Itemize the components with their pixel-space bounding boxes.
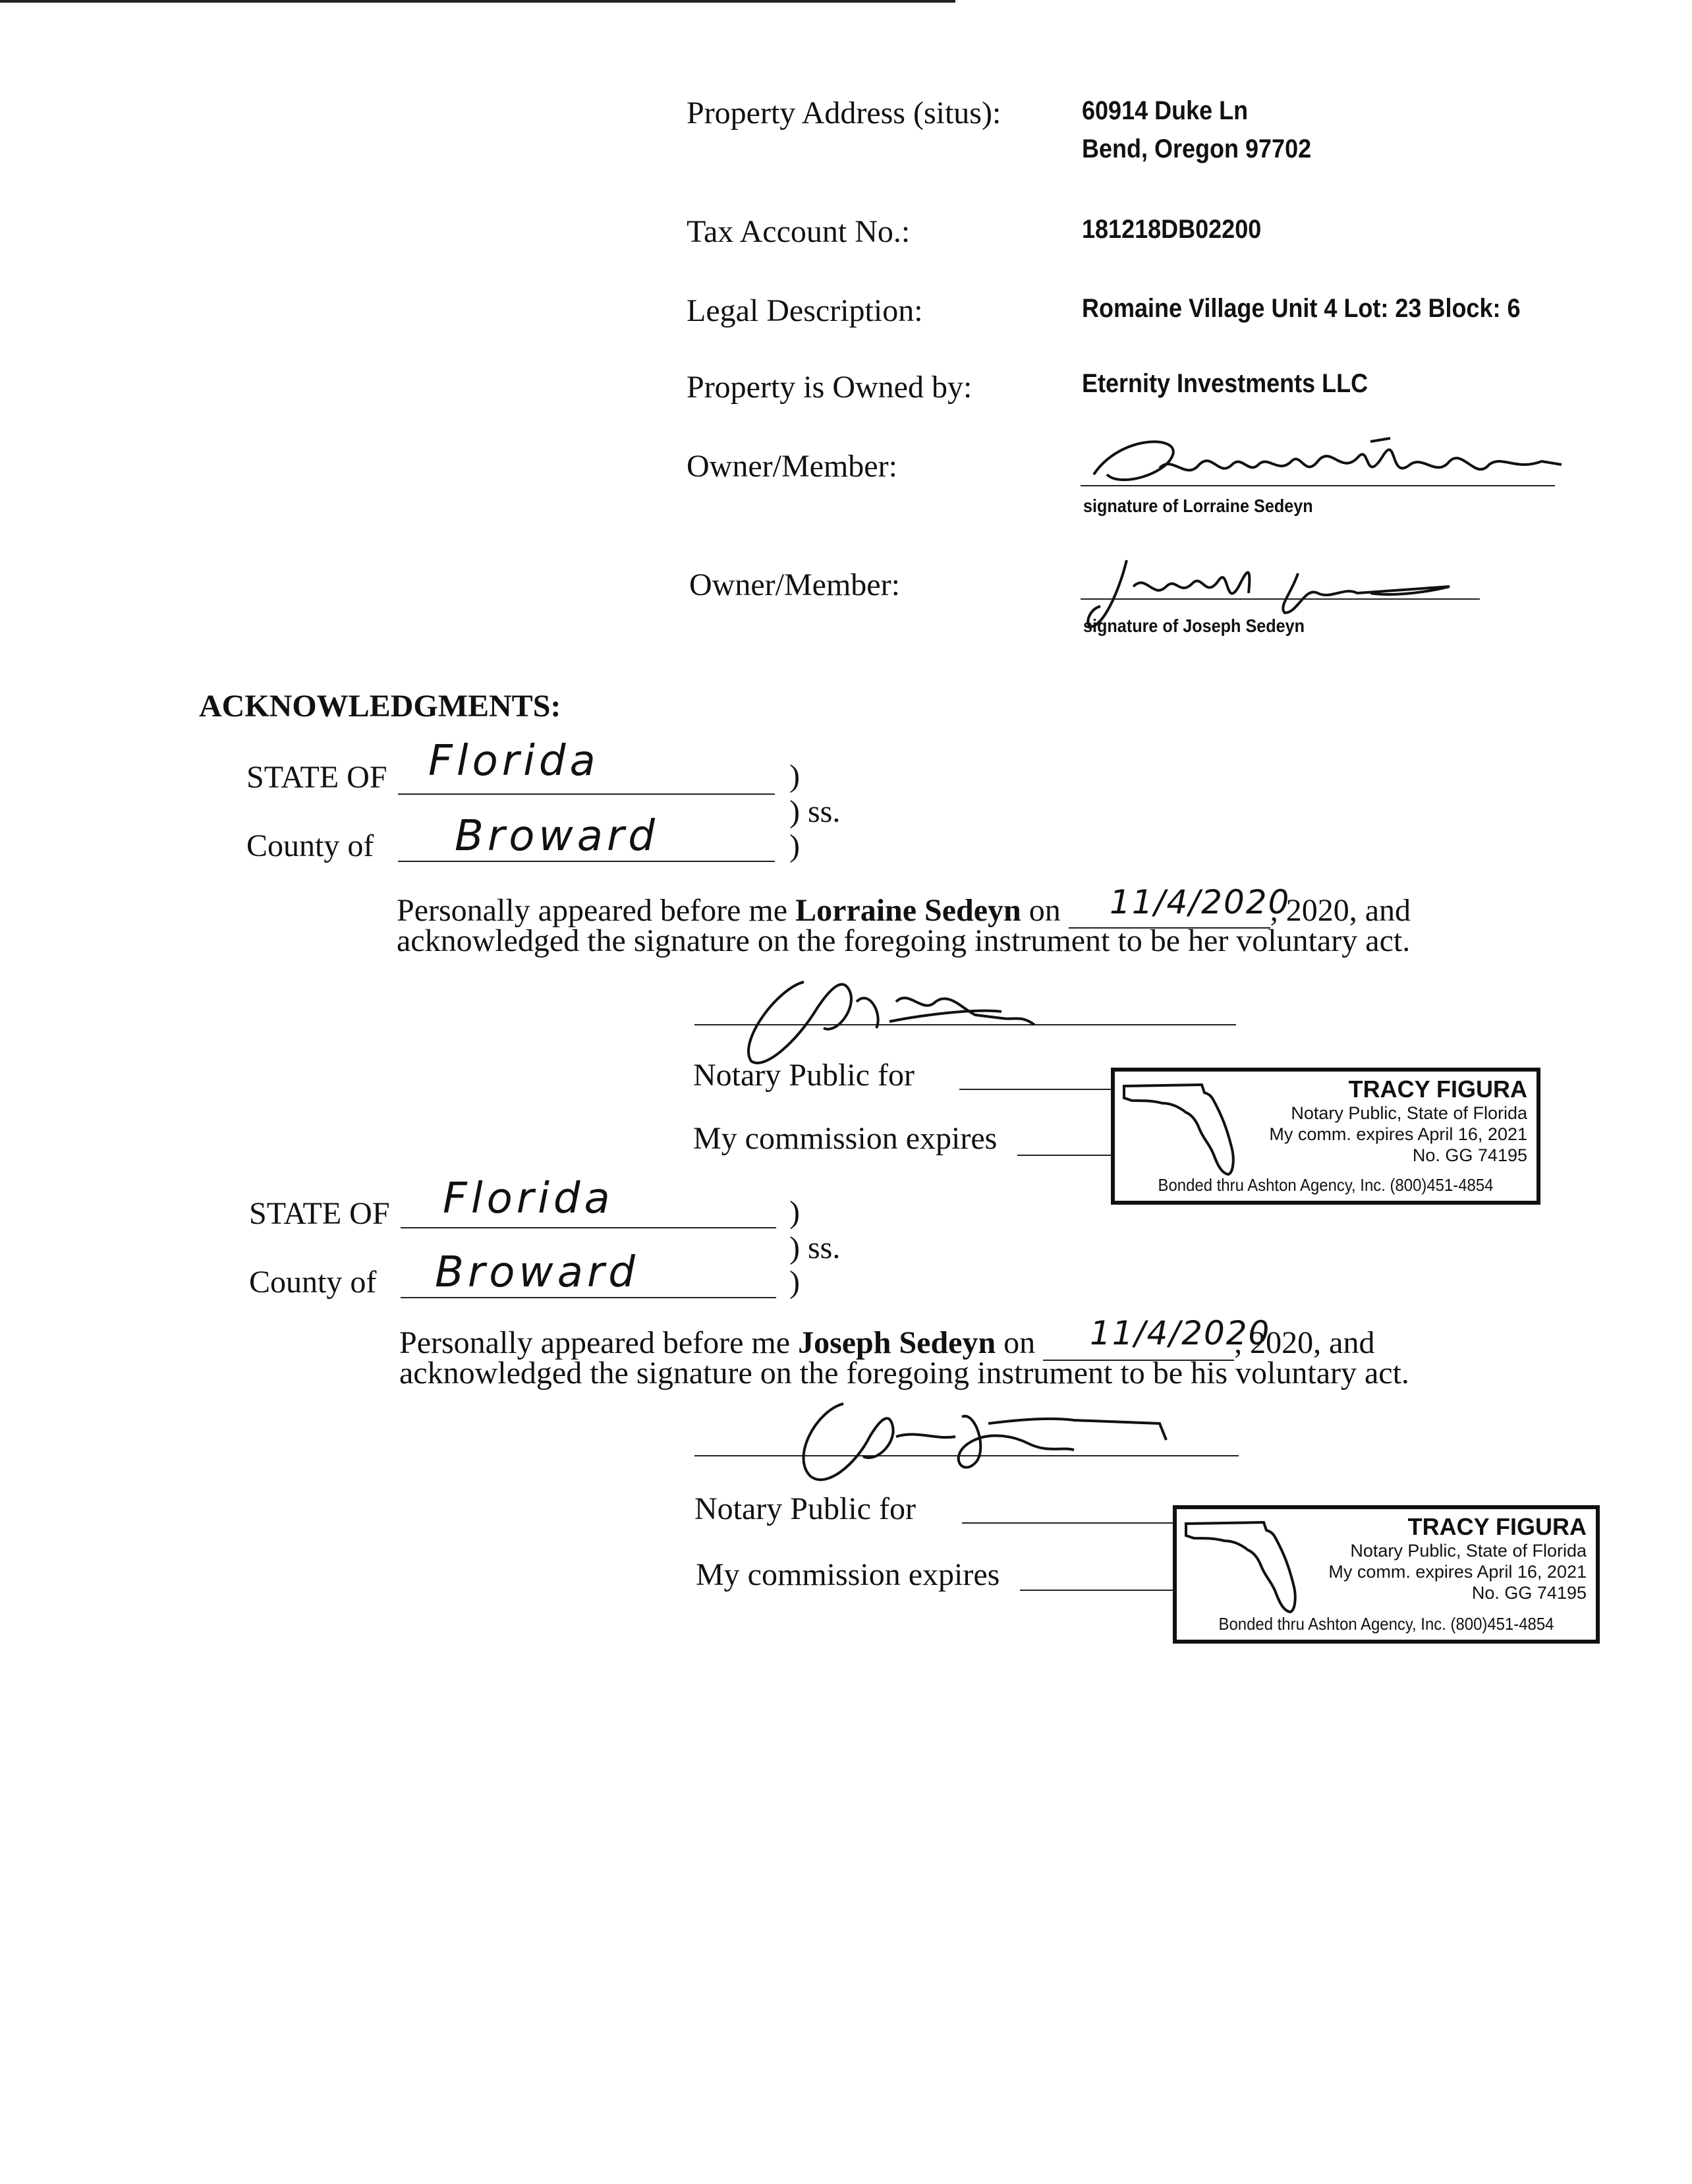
state-value-2: Florida xyxy=(443,1174,614,1223)
owned-by-label: Property is Owned by: xyxy=(687,370,973,405)
appeared-prefix-1: Personally appeared before me xyxy=(397,893,796,928)
paren-1a: ) xyxy=(789,759,800,793)
notary-public-label-1: Notary Public for xyxy=(693,1058,915,1093)
appeared-on-2: on xyxy=(996,1325,1044,1360)
owner-member-label-1: Owner/Member: xyxy=(687,449,897,484)
county-label-1: County of xyxy=(246,828,374,863)
notary-public-label-2: Notary Public for xyxy=(694,1491,916,1526)
county-line-1 xyxy=(398,861,775,862)
seal-name: TRACY FIGURA xyxy=(1407,1513,1587,1540)
ss-1: ) ss. xyxy=(789,794,841,829)
date-hand-1: 11/4/2020 xyxy=(1110,883,1291,921)
county-value-2: Broward xyxy=(435,1248,639,1297)
notary-public-line-2 xyxy=(962,1522,1179,1524)
county-line-2 xyxy=(401,1297,776,1298)
owned-by-value: Eternity Investments LLC xyxy=(1082,369,1368,398)
seal-line2: My comm. expires April 16, 2021 xyxy=(1269,1124,1527,1144)
florida-map-icon xyxy=(1185,1518,1303,1617)
scan-edge-line xyxy=(0,0,955,3)
year-suffix-1: , 2020, and xyxy=(1270,893,1411,928)
paren-1b: ) xyxy=(789,828,800,863)
ss-2: ) ss. xyxy=(789,1230,841,1265)
appeared-name-1: Lorraine Sedeyn xyxy=(795,893,1021,928)
paren-2b: ) xyxy=(789,1265,800,1300)
notary-seal-1 xyxy=(1111,1068,1540,1205)
florida-map-icon xyxy=(1123,1081,1241,1180)
date-hand-2: 11/4/2020 xyxy=(1090,1314,1271,1352)
legal-description-value: Romaine Village Unit 4 Lot: 23 Block: 6 xyxy=(1082,294,1521,323)
state-value-1: Florida xyxy=(428,737,600,786)
appeared-name-2: Joseph Sedeyn xyxy=(798,1325,996,1360)
seal-name: TRACY FIGURA xyxy=(1348,1076,1527,1103)
lorraine-signature xyxy=(1081,428,1568,501)
acknowledged-line-2: acknowledged the signature on the foregoing instrument to be his voluntary act. xyxy=(399,1356,1409,1391)
commission-line-1 xyxy=(1017,1155,1117,1156)
notary-signature-2 xyxy=(764,1391,1186,1496)
property-address-line2: Bend, Oregon 97702 xyxy=(1082,134,1312,163)
seal-line4: Bonded thru Ashton Agency, Inc. (800)451-4854 xyxy=(1158,1175,1494,1195)
county-value-1: Broward xyxy=(455,812,659,861)
seal-line3: No. GG 74195 xyxy=(1471,1583,1587,1603)
seal-line1: Notary Public, State of Florida xyxy=(1291,1103,1527,1123)
seal-line2: My comm. expires April 16, 2021 xyxy=(1328,1562,1587,1582)
acknowledged-line-1: acknowledged the signature on the foregoing instrument to be her voluntary act. xyxy=(397,923,1411,958)
commission-label-1: My commission expires xyxy=(693,1121,998,1156)
appeared-prefix-2: Personally appeared before me xyxy=(399,1325,799,1360)
owner-member-label-2: Owner/Member: xyxy=(689,567,900,602)
seal-line1: Notary Public, State of Florida xyxy=(1350,1541,1587,1561)
state-label-2: STATE OF xyxy=(249,1196,390,1231)
signature-caption-1: signature of Lorraine Sedeyn xyxy=(1083,496,1313,516)
state-line-2 xyxy=(401,1227,776,1228)
state-line-1 xyxy=(398,793,775,795)
commission-line-2 xyxy=(1020,1590,1178,1591)
tax-account-label: Tax Account No.: xyxy=(687,214,911,249)
paren-2a: ) xyxy=(789,1195,800,1230)
acknowledgments-heading: ACKNOWLEDGMENTS: xyxy=(199,689,561,724)
commission-label-2: My commission expires xyxy=(696,1557,1000,1592)
tax-account-value: 181218DB02200 xyxy=(1082,215,1262,244)
property-address-line1: 60914 Duke Ln xyxy=(1082,96,1249,125)
notary-public-line-1 xyxy=(959,1089,1117,1090)
property-address-label: Property Address (situs): xyxy=(687,96,1001,130)
notary-seal-2 xyxy=(1173,1505,1600,1644)
state-label-1: STATE OF xyxy=(246,760,387,795)
seal-line4: Bonded thru Ashton Agency, Inc. (800)451-4854 xyxy=(1218,1614,1554,1634)
appeared-on-1: on xyxy=(1021,893,1069,928)
seal-line3: No. GG 74195 xyxy=(1412,1145,1527,1165)
legal-description-label: Legal Description: xyxy=(687,293,923,328)
year-suffix-2: , 2020, and xyxy=(1234,1325,1375,1360)
county-label-2: County of xyxy=(249,1265,377,1300)
signature-caption-2: signature of Joseph Sedeyn xyxy=(1083,616,1305,636)
